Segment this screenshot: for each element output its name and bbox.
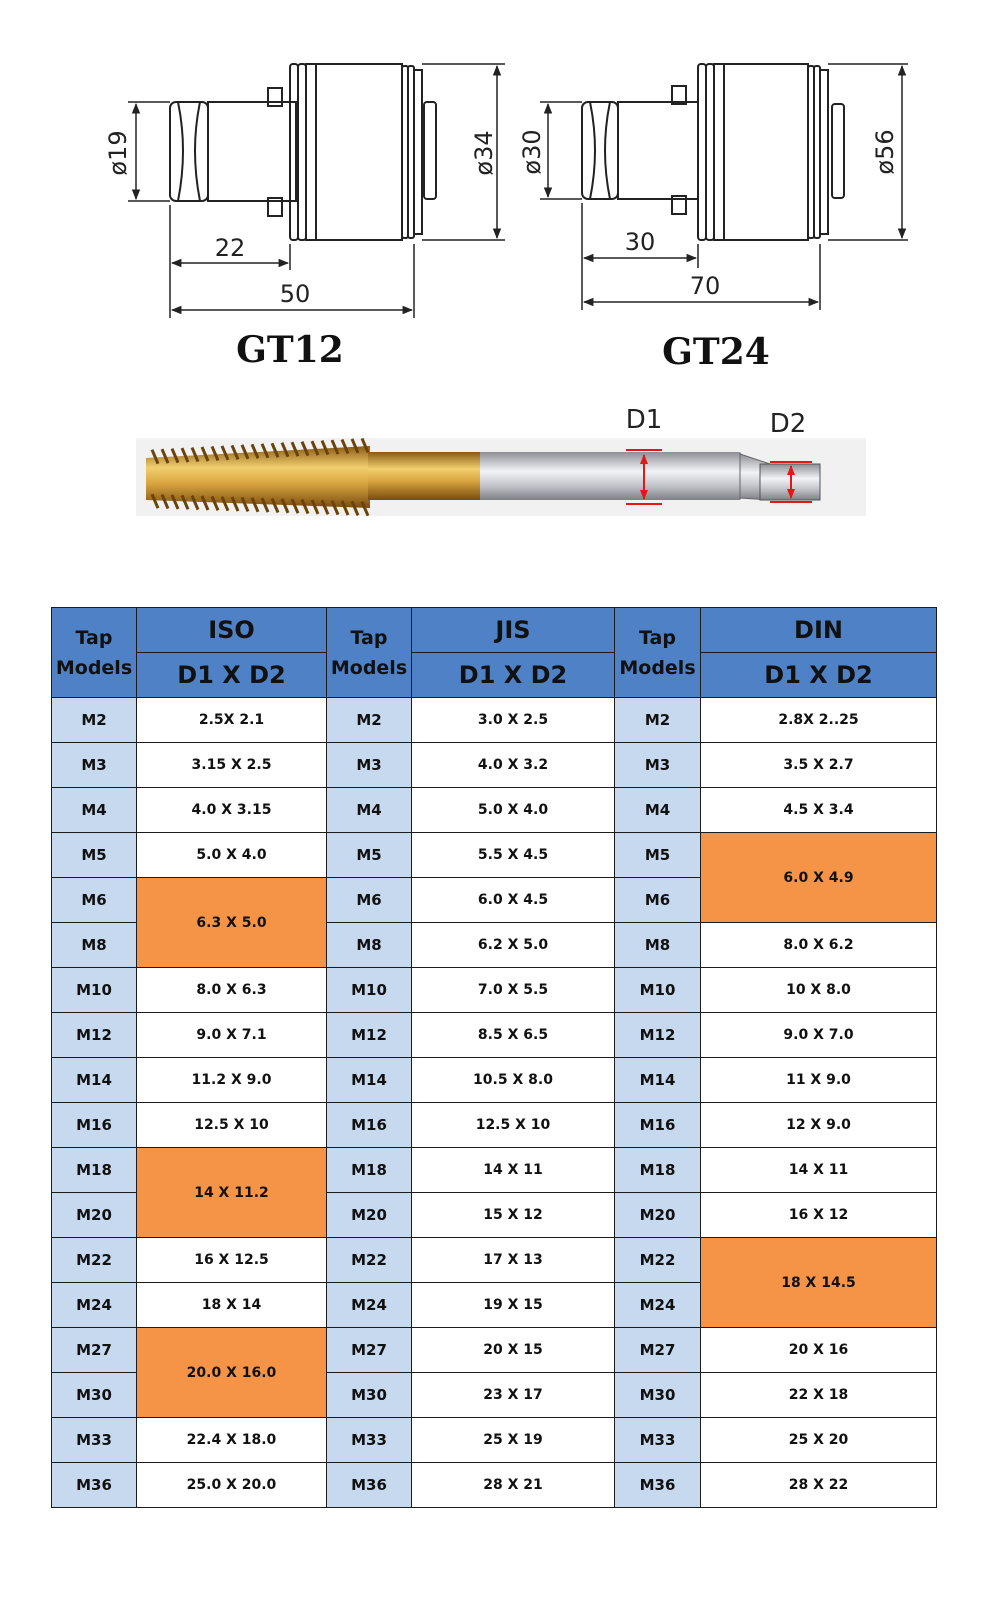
tap-model-cell: M24 [52, 1283, 137, 1328]
din-dimension-cell: 16 X 12 [701, 1193, 937, 1238]
tap-model-cell: M30 [327, 1373, 412, 1418]
tap-model-cell: M18 [52, 1148, 137, 1193]
tap-model-cell: M3 [52, 743, 137, 788]
tap-model-cell: M8 [615, 923, 701, 968]
tap-model-cell: M20 [615, 1193, 701, 1238]
gt24-holder-drawing [582, 64, 844, 240]
din-dimension-cell: 8.0 X 6.2 [701, 923, 937, 968]
dimension-header-din: D1 X D2 [701, 653, 937, 698]
iso-dimension-cell: 14 X 11.2 [137, 1148, 327, 1238]
d1-label: D1 [625, 405, 663, 435]
tap-model-cell: M8 [52, 923, 137, 968]
gt12-shank-diameter: ø19 [104, 130, 132, 176]
iso-dimension-cell: 16 X 12.5 [137, 1238, 327, 1283]
din-dimension-cell: 11 X 9.0 [701, 1058, 937, 1103]
iso-dimension-cell: 22.4 X 18.0 [137, 1418, 327, 1463]
tap-header-line1: Tap [75, 626, 113, 649]
table-row [52, 1103, 937, 1148]
tap-header-line2: Models [55, 656, 133, 679]
tap-header-line2: Models [619, 656, 696, 679]
tap-model-cell: M2 [327, 698, 412, 743]
din-dimension-cell: 14 X 11 [701, 1148, 937, 1193]
tap-models-header-din [615, 608, 701, 698]
tap-model-cell: M4 [327, 788, 412, 833]
tap-model-cell: M22 [615, 1238, 701, 1283]
gt24-shank-diameter: ø30 [518, 129, 546, 175]
standard-header-jis: JIS [412, 608, 615, 653]
table-row [52, 1463, 937, 1508]
jis-dimension-cell: 20 X 15 [412, 1328, 615, 1373]
gt24-body-diameter: ø56 [871, 129, 899, 175]
standard-header-iso: ISO [137, 608, 327, 653]
tap-model-cell: M22 [327, 1238, 412, 1283]
iso-dimension-cell: 12.5 X 10 [137, 1103, 327, 1148]
tap-model-cell: M16 [615, 1103, 701, 1148]
din-dimension-cell: 28 X 22 [701, 1463, 937, 1508]
table-row [52, 968, 937, 1013]
table-body [52, 698, 937, 1508]
jis-dimension-cell: 14 X 11 [412, 1148, 615, 1193]
tap-model-cell: M30 [615, 1373, 701, 1418]
table-row [52, 1418, 937, 1463]
tap-model-cell: M4 [52, 788, 137, 833]
tap-model-cell: M30 [52, 1373, 137, 1418]
iso-dimension-cell: 6.3 X 5.0 [137, 878, 327, 968]
table-row [52, 1058, 937, 1103]
din-dimension-cell: 18 X 14.5 [701, 1238, 937, 1328]
tap-size-table [51, 607, 937, 1508]
table-row [52, 743, 937, 788]
tap-model-cell: M33 [52, 1418, 137, 1463]
tap-model-cell: M16 [327, 1103, 412, 1148]
jis-dimension-cell: 28 X 21 [412, 1463, 615, 1508]
tap-model-cell: M6 [615, 878, 701, 923]
gt24-total-length: 70 [689, 272, 721, 300]
tap-model-cell: M3 [615, 743, 701, 788]
iso-dimension-cell: 20.0 X 16.0 [137, 1328, 327, 1418]
jis-dimension-cell: 7.0 X 5.5 [412, 968, 615, 1013]
table-row [52, 1238, 937, 1283]
iso-dimension-cell: 5.0 X 4.0 [137, 833, 327, 878]
table-row [52, 833, 937, 878]
tap-model-cell: M16 [52, 1103, 137, 1148]
gt24-title: GT24 [662, 331, 770, 373]
tap-model-cell: M10 [52, 968, 137, 1013]
gt12-body-diameter: ø34 [470, 130, 498, 176]
tap-model-cell: M20 [327, 1193, 412, 1238]
tap-models-header-iso [52, 608, 137, 698]
jis-dimension-cell: 15 X 12 [412, 1193, 615, 1238]
jis-dimension-cell: 19 X 15 [412, 1283, 615, 1328]
jis-dimension-cell: 8.5 X 6.5 [412, 1013, 615, 1058]
tap-model-cell: M6 [52, 878, 137, 923]
din-dimension-cell: 3.5 X 2.7 [701, 743, 937, 788]
iso-dimension-cell: 9.0 X 7.1 [137, 1013, 327, 1058]
iso-dimension-cell: 2.5X 2.1 [137, 698, 327, 743]
tap-model-cell: M14 [327, 1058, 412, 1103]
tap-model-cell: M24 [615, 1283, 701, 1328]
din-dimension-cell: 4.5 X 3.4 [701, 788, 937, 833]
jis-dimension-cell: 17 X 13 [412, 1238, 615, 1283]
jis-dimension-cell: 6.2 X 5.0 [412, 923, 615, 968]
standard-header-din: DIN [701, 608, 937, 653]
table-row [52, 1148, 937, 1193]
dimension-header-jis: D1 X D2 [412, 653, 615, 698]
gt12-total-length: 50 [279, 280, 311, 308]
tap-model-cell: M36 [327, 1463, 412, 1508]
din-dimension-cell: 6.0 X 4.9 [701, 833, 937, 923]
din-dimension-cell: 12 X 9.0 [701, 1103, 937, 1148]
tap-model-cell: M18 [327, 1148, 412, 1193]
iso-dimension-cell: 3.15 X 2.5 [137, 743, 327, 788]
din-dimension-cell: 25 X 20 [701, 1418, 937, 1463]
jis-dimension-cell: 25 X 19 [412, 1418, 615, 1463]
tap-model-cell: M33 [615, 1418, 701, 1463]
tap-model-cell: M5 [52, 833, 137, 878]
gt24-shank-length: 30 [624, 228, 656, 256]
tap-model-cell: M4 [615, 788, 701, 833]
tap-model-cell: M10 [327, 968, 412, 1013]
tap-model-cell: M12 [327, 1013, 412, 1058]
jis-dimension-cell: 12.5 X 10 [412, 1103, 615, 1148]
tap-header-line2: Models [330, 656, 408, 679]
tap-model-cell: M24 [327, 1283, 412, 1328]
jis-dimension-cell: 4.0 X 3.2 [412, 743, 615, 788]
tap-model-cell: M20 [52, 1193, 137, 1238]
jis-dimension-cell: 3.0 X 2.5 [412, 698, 615, 743]
iso-dimension-cell: 25.0 X 20.0 [137, 1463, 327, 1508]
tap-illustration [136, 438, 866, 516]
tap-model-cell: M36 [52, 1463, 137, 1508]
dimension-header-iso: D1 X D2 [137, 653, 327, 698]
jis-dimension-cell: 5.5 X 4.5 [412, 833, 615, 878]
din-dimension-cell: 9.0 X 7.0 [701, 1013, 937, 1058]
din-dimension-cell: 22 X 18 [701, 1373, 937, 1418]
iso-dimension-cell: 11.2 X 9.0 [137, 1058, 327, 1103]
jis-dimension-cell: 6.0 X 4.5 [412, 878, 615, 923]
gt12-holder-drawing [170, 64, 436, 240]
d2-label: D2 [769, 409, 807, 439]
tap-model-cell: M5 [327, 833, 412, 878]
iso-dimension-cell: 18 X 14 [137, 1283, 327, 1328]
din-dimension-cell: 20 X 16 [701, 1328, 937, 1373]
table-row [52, 1328, 937, 1373]
tap-model-cell: M36 [615, 1463, 701, 1508]
gt12-title: GT12 [236, 329, 344, 371]
tap-model-cell: M33 [327, 1418, 412, 1463]
tap-header-line1: Tap [639, 626, 676, 649]
tap-model-cell: M10 [615, 968, 701, 1013]
tap-model-cell: M14 [615, 1058, 701, 1103]
tap-header-line1: Tap [350, 626, 388, 649]
table-row [52, 698, 937, 743]
tap-model-cell: M27 [327, 1328, 412, 1373]
tap-model-cell: M12 [52, 1013, 137, 1058]
jis-dimension-cell: 23 X 17 [412, 1373, 615, 1418]
tap-model-cell: M22 [52, 1238, 137, 1283]
iso-dimension-cell: 8.0 X 6.3 [137, 968, 327, 1013]
tap-model-cell: M5 [615, 833, 701, 878]
tap-model-cell: M3 [327, 743, 412, 788]
table-row [52, 788, 937, 833]
gt12-shank-length: 22 [214, 234, 246, 262]
tap-model-cell: M12 [615, 1013, 701, 1058]
din-dimension-cell: 10 X 8.0 [701, 968, 937, 1013]
tap-model-cell: M2 [615, 698, 701, 743]
tap-model-cell: M2 [52, 698, 137, 743]
jis-dimension-cell: 5.0 X 4.0 [412, 788, 615, 833]
jis-dimension-cell: 10.5 X 8.0 [412, 1058, 615, 1103]
din-dimension-cell: 2.8X 2..25 [701, 698, 937, 743]
iso-dimension-cell: 4.0 X 3.15 [137, 788, 327, 833]
tap-model-cell: M18 [615, 1148, 701, 1193]
tap-model-cell: M27 [52, 1328, 137, 1373]
tap-models-header-jis [327, 608, 412, 698]
tap-model-cell: M27 [615, 1328, 701, 1373]
table-header [52, 608, 937, 698]
tap-model-cell: M6 [327, 878, 412, 923]
tap-model-cell: M14 [52, 1058, 137, 1103]
table-row [52, 1013, 937, 1058]
tap-model-cell: M8 [327, 923, 412, 968]
technical-drawings [0, 0, 1000, 560]
